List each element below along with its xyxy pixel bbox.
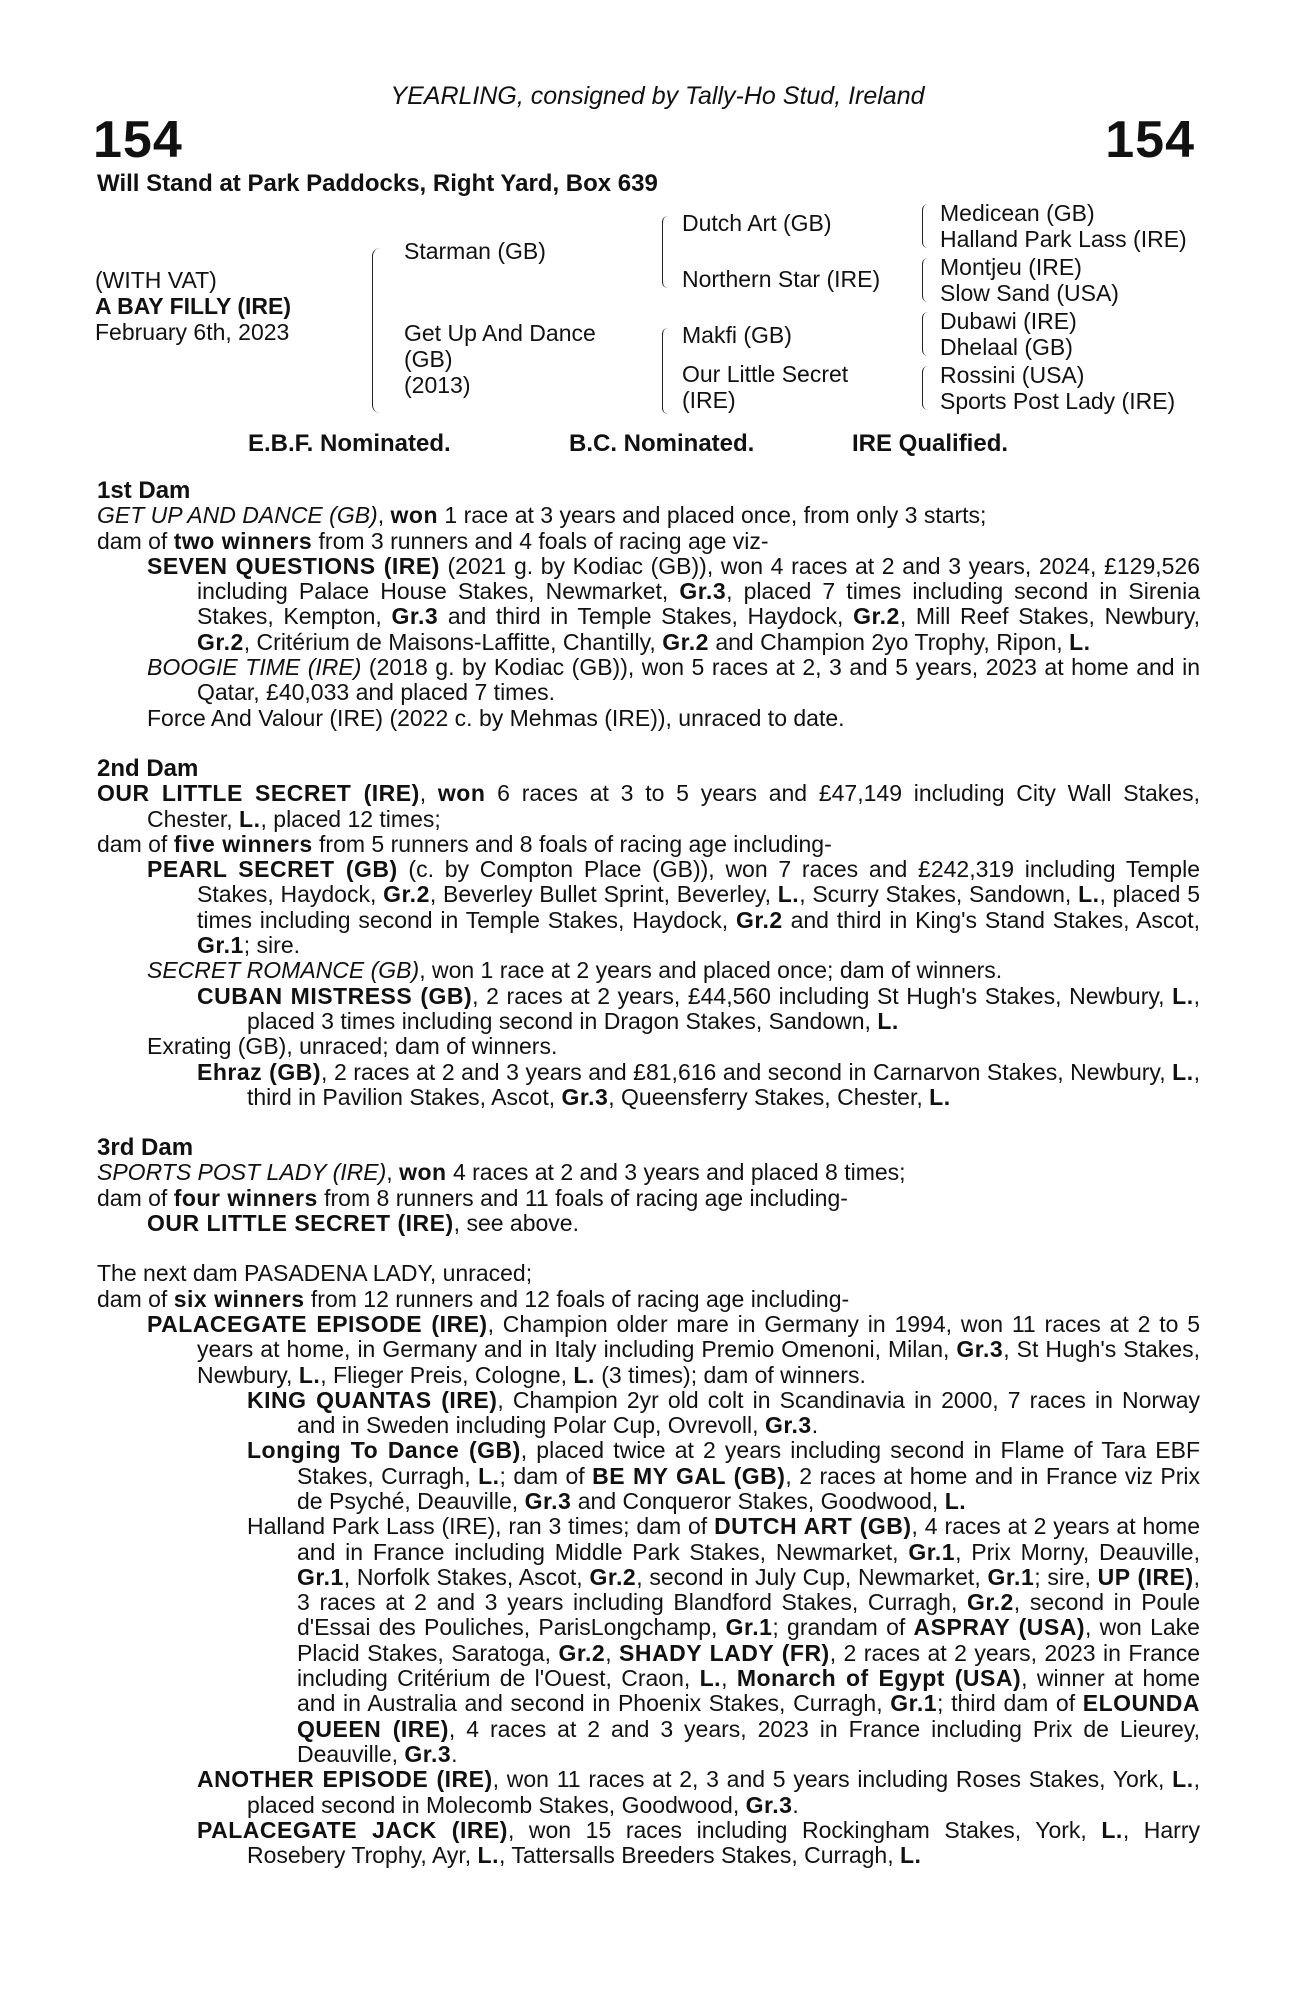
horse-name: PALACEGATE JACK (IRE)	[197, 1816, 508, 1843]
winners-count: two winners	[173, 527, 313, 554]
produce-entry	[97, 1818, 1200, 1869]
ebf-nominated: E.B.F. Nominated.	[248, 430, 451, 457]
text: , 4 races at 2 and 3 years, 2023 in France including Prix de Lieurey, Deauville,	[297, 1715, 1201, 1767]
text: dam of	[97, 527, 174, 554]
grade: Gr.2	[967, 1589, 1014, 1616]
text: , second in July Cup, Newmarket,	[636, 1563, 988, 1590]
horse-name: A BAY FILLY (IRE)	[95, 293, 291, 319]
text: dam of	[97, 1184, 174, 1211]
winners-count: four winners	[173, 1184, 318, 1211]
grade: Gr.2	[735, 906, 783, 933]
great-grandparent-8: Sports Post Lady (IRE)	[940, 388, 1176, 414]
great-grandparent-7: Rossini (USA)	[940, 362, 1085, 388]
text: , 2 races at 2 and 3 years and £81,616 and second in Carnarvon Stakes, Newbury,	[321, 1058, 1173, 1085]
text: 1 race at 3 years and placed once, from only 3 starts;	[438, 502, 987, 529]
first-dam-heading: 1st Dam	[97, 477, 191, 504]
sale-line: YEARLING, consigned by Tally-Ho Stud, Ireland	[390, 82, 925, 110]
text: , Tattersalls Breeders Stakes, Curragh,	[499, 1842, 900, 1869]
listed: L.	[1172, 1766, 1194, 1793]
grade: Gr.2	[383, 881, 430, 908]
listed: L.	[1101, 1816, 1123, 1843]
third-dam-line: SPORTS POST LADY (IRE), won 4 races at 2 and 3 years and placed 8 times;	[97, 1159, 906, 1186]
text: , 3 races at 2 and 3 years including Blandford Stakes, Curragh,	[297, 1563, 1200, 1616]
text: , placed second in Molecomb Stakes, Goodwood,	[247, 1766, 1200, 1818]
text: , Mill Reef Stakes, Newbury,	[899, 603, 1201, 630]
grade: Gr.2	[662, 628, 709, 655]
produce-entry	[97, 1388, 1200, 1439]
sire: Starman (GB)	[404, 238, 546, 264]
horse-name: UP (IRE)	[1097, 1563, 1194, 1590]
pedigree-table	[0, 200, 1315, 430]
text: dam of	[97, 830, 174, 857]
text: ; dam of	[499, 1462, 593, 1489]
text: , Norfolk Stakes, Ascot,	[343, 1563, 590, 1590]
listed: L.	[1078, 881, 1100, 908]
dam	[404, 320, 634, 398]
text: .	[811, 1412, 819, 1439]
listed: L.	[478, 1462, 500, 1489]
horse-name: SEVEN QUESTIONS (IRE)	[147, 552, 440, 579]
produce-entry	[97, 706, 1200, 731]
dam-name: OUR LITTLE SECRET (IRE)	[97, 780, 420, 807]
horse-name: PALACEGATE EPISODE (IRE)	[147, 1310, 488, 1337]
text: (c. by Compton Place (GB)), won 7 races and £242,319 including Temple Stakes, Haydock,	[197, 856, 1200, 908]
listed: L.	[477, 1842, 499, 1869]
text: .	[792, 1791, 799, 1818]
text: ; third dam of	[937, 1690, 1083, 1717]
winners-count: five winners	[173, 830, 313, 857]
listed: L.	[1069, 628, 1091, 655]
brace-ggs-3	[922, 312, 931, 356]
grade: Gr.2	[853, 603, 900, 630]
text: dam of	[97, 1285, 174, 1312]
text: , won 11 races at 2, 3 and 5 years including Roses Stakes, York,	[492, 1766, 1173, 1793]
grade: Gr.2	[558, 1639, 606, 1666]
great-grandparent-5: Dubawi (IRE)	[940, 308, 1077, 334]
text: , Champion 2yr old colt in Scandinavia in 2000, 7 races in Norway and in Sweden including Polar Cup, Ovrevoll,	[297, 1386, 1200, 1439]
brace-ggs-2	[922, 258, 931, 302]
text: from 3 runners and 4 foals of racing age viz-	[312, 527, 769, 554]
text: , 2 races at home and in France viz Prix de Psyché, Deauville,	[297, 1462, 1200, 1514]
text: (2021 g. by Kodiac (GB)), won 4 races at 2 and 3 years, 2024, £129,526 including Palace House Stakes, Newmarket,	[197, 552, 1201, 605]
listed: L.	[239, 805, 261, 832]
horse-name: ELOUNDA QUEEN (IRE)	[297, 1690, 1200, 1742]
catalogue-text	[97, 478, 1200, 1868]
text: , Champion older mare in Germany in 1994, won 11 races at 2 to 5 years at home, in Germany and in Italy including Premio Omenoni, Milan,	[197, 1310, 1201, 1363]
grade: Gr.3	[679, 578, 727, 605]
text: ; sire.	[243, 932, 300, 959]
second-dam-line: OUR LITTLE SECRET (IRE), won 6 races at 3 to 5 years and £47,149 including City Wall Stakes, Chester, L., placed 12 times;	[97, 780, 1200, 832]
lot-number-left: 154	[93, 111, 183, 169]
produce-entry	[97, 1514, 1200, 1767]
horse-name: DUTCH ART (GB)	[714, 1513, 912, 1540]
grade: Gr.1	[987, 1563, 1035, 1590]
listed: L.	[1172, 982, 1194, 1009]
grade: Gr.1	[197, 932, 244, 959]
grade: Gr.2	[589, 1563, 637, 1590]
grandsire-4	[682, 361, 902, 413]
grade: Gr.2	[197, 628, 244, 655]
text: , won 1 race at 2 years and placed once; dam of winners.	[419, 957, 1003, 984]
listed: L.	[929, 1083, 951, 1110]
grade: Gr.1	[908, 1538, 956, 1565]
text: , see above.	[453, 1210, 579, 1237]
winners-count: six winners	[173, 1285, 305, 1312]
horse-name: PEARL SECRET (GB)	[147, 856, 398, 883]
listed: L.	[777, 881, 800, 908]
text: , 4 races at 2 years at home and in France including Middle Park Stakes, Newmarket,	[297, 1513, 1200, 1565]
brace-ggs-1	[922, 204, 931, 248]
vat-label: (WITH VAT)	[95, 267, 217, 293]
text: 6 races at 3 to 5 years and £47,149 including City Wall Stakes, Chester,	[147, 780, 1200, 832]
brace-sire	[662, 216, 671, 288]
text: , Critérium de Maisons-Laffitte, Chantilly,	[243, 628, 663, 655]
dam-name: SPORTS POST LADY (IRE)	[97, 1159, 387, 1186]
text: , placed twice at 2 years including second in Flame of Tara EBF Stakes, Curragh,	[297, 1437, 1200, 1489]
text: , second in Poule d'Essai des Pouliches, ParisLongchamp,	[297, 1589, 1201, 1641]
text: , placed 12 times;	[260, 805, 441, 832]
grade: Gr.3	[391, 603, 439, 630]
text: and third in King's Stand Stakes, Ascot,	[782, 906, 1200, 933]
date-of-birth: February 6th, 2023	[95, 319, 290, 345]
text: ; grandam of	[772, 1614, 914, 1641]
horse-name: KING QUANTAS (IRE)	[247, 1386, 498, 1413]
dam-line-2: (GB)	[404, 346, 453, 372]
produce-entry	[97, 1767, 1200, 1818]
text: and third in Temple Stakes, Haydock,	[438, 603, 854, 630]
text: Exrating (GB), unraced; dam of winners.	[147, 1033, 558, 1060]
text: (3 times); dam of winners.	[594, 1361, 866, 1388]
brace-dam	[662, 328, 671, 414]
first-dam-produce-line	[97, 529, 1200, 554]
next-dam-produce-line	[97, 1287, 1200, 1312]
won-label: won	[399, 1159, 447, 1186]
produce-entry	[97, 1034, 1200, 1059]
great-grandparent-4: Slow Sand (USA)	[940, 280, 1119, 306]
grandsire-3: Makfi (GB)	[682, 322, 792, 348]
dam-name: GET UP AND DANCE (GB)	[97, 502, 378, 529]
won-label: won	[437, 780, 486, 807]
text: ,	[605, 1639, 620, 1666]
ire-qualified: IRE Qualified.	[852, 430, 1009, 457]
text: and Champion 2yo Trophy, Ripon,	[708, 628, 1070, 655]
grade: Gr.3	[764, 1412, 812, 1439]
horse-name: Longing To Dance (GB)	[247, 1437, 521, 1464]
listed: L.	[1172, 1058, 1194, 1085]
grandsire-4-line-1: Our Little Secret	[682, 361, 849, 387]
produce-entry	[97, 958, 1200, 983]
produce-entry	[97, 857, 1200, 958]
grandsire-2: Northern Star (IRE)	[682, 266, 881, 292]
produce-entry	[97, 1211, 1200, 1236]
grade: Gr.3	[561, 1083, 609, 1110]
great-grandparent-3: Montjeu (IRE)	[940, 254, 1082, 280]
produce-entry	[97, 554, 1200, 655]
grade: Gr.3	[404, 1740, 452, 1767]
text: , third in Pavilion Stakes, Ascot,	[247, 1058, 1201, 1110]
produce-entry	[97, 655, 1200, 706]
brace-main	[372, 248, 383, 413]
second-dam-heading: 2nd Dam	[97, 754, 199, 782]
third-dam-produce-line	[97, 1186, 1200, 1211]
text: , placed 3 times including second in Dragon Stakes, Sandown,	[247, 982, 1200, 1034]
text: , placed 5 times including second in Temple Stakes, Haydock,	[197, 881, 1201, 933]
horse-name: BOOGIE TIME (IRE)	[147, 654, 362, 681]
next-dam-line: The next dam PASADENA LADY, unraced;	[97, 1260, 533, 1287]
text: Halland Park Lass (IRE), ran 3 times; dam of	[247, 1513, 715, 1540]
text: , St Hugh's Stakes, Newbury,	[197, 1336, 1200, 1388]
third-dam-heading: 3rd Dam	[97, 1134, 194, 1162]
text: , Flieger Preis, Cologne,	[320, 1361, 574, 1388]
text: ; sire,	[1034, 1563, 1098, 1590]
horse-name: ANOTHER EPISODE (IRE)	[197, 1766, 493, 1793]
text: , Beverley Bullet Sprint, Beverley,	[429, 881, 778, 908]
horse-name: BE MY GAL (GB)	[592, 1462, 786, 1489]
text: , winner at home and in Australia and second in Phoenix Stakes, Curragh,	[297, 1665, 1201, 1717]
text: , Harry Rosebery Trophy, Ayr,	[247, 1816, 1201, 1869]
text: from 5 runners and 8 foals of racing age including-	[312, 830, 832, 857]
text: , placed 7 times including second in Sirenia Stakes, Kempton,	[197, 578, 1200, 630]
listed: L.	[944, 1487, 967, 1514]
great-grandparent-2: Halland Park Lass (IRE)	[940, 226, 1187, 252]
text: , won Lake Placid Stakes, Saratoga,	[297, 1614, 1200, 1666]
horse-name: SECRET ROMANCE (GB)	[147, 957, 420, 984]
listed: L.	[899, 1842, 922, 1869]
listed: L.	[573, 1361, 595, 1388]
lot-number-right: 154	[1105, 111, 1195, 169]
listed: L.	[877, 1007, 899, 1034]
first-dam-line: GET UP AND DANCE (GB), won 1 race at 3 years and placed once, from only 3 starts;	[97, 502, 987, 529]
listed: L.	[699, 1665, 722, 1692]
text: Force And Valour (IRE) (2022 c. by Mehmas (IRE)), unraced to date.	[147, 704, 845, 731]
produce-entry	[97, 1312, 1200, 1388]
text: (2018 g. by Kodiac (GB)), won 5 races at 2, 3 and 5 years, 2023 at home and in Qatar, £40,033 and placed 7 times.	[197, 654, 1200, 706]
grandsire-4-line-2: (IRE)	[682, 387, 736, 413]
dam-line-3: (2013)	[404, 372, 471, 398]
great-grandparent-6: Dhelaal (GB)	[940, 334, 1073, 360]
grade: Gr.1	[890, 1690, 938, 1717]
text: .	[451, 1740, 458, 1767]
listed: L.	[298, 1361, 321, 1388]
second-dam-produce-line	[97, 832, 1200, 857]
text: ,	[721, 1665, 737, 1692]
text: , Queensferry Stakes, Chester,	[608, 1083, 930, 1110]
horse-name: CUBAN MISTRESS (GB)	[197, 982, 473, 1009]
text: , 2 races at 2 years, £44,560 including St Hugh's Stakes, Newbury,	[472, 982, 1173, 1009]
grade: Gr.3	[745, 1791, 793, 1818]
horse-name: Ehraz (GB)	[197, 1058, 322, 1085]
text: from 12 runners and 12 foals of racing age including-	[304, 1285, 850, 1312]
won-label: won	[390, 502, 438, 529]
text: , won 15 races including Rockingham Stakes, York,	[507, 1816, 1102, 1843]
grade: Gr.1	[297, 1563, 344, 1590]
brace-ggs-4	[922, 366, 931, 410]
text: , 2 races at 2 years, 2023 in France including Critérium de l'Ouest, Craon,	[297, 1639, 1200, 1692]
text: and Conqueror Stakes, Goodwood,	[571, 1487, 945, 1514]
stand-location: Will Stand at Park Paddocks, Right Yard, Box 639	[97, 170, 658, 197]
text: 4 races at 2 and 3 years and placed 8 times;	[446, 1159, 906, 1186]
dam-line-1: Get Up And Dance	[404, 320, 596, 346]
produce-entry	[97, 1438, 1200, 1514]
horse-name: SHADY LADY (FR)	[619, 1639, 830, 1666]
grade: Gr.3	[524, 1487, 572, 1514]
grade: Gr.1	[725, 1614, 773, 1641]
produce-entry	[97, 984, 1200, 1035]
text: from 8 runners and 11 foals of racing age including-	[317, 1184, 848, 1211]
horse-name: OUR LITTLE SECRET (IRE)	[147, 1210, 454, 1237]
produce-entry	[97, 1060, 1200, 1111]
grandsire-1: Dutch Art (GB)	[682, 210, 832, 236]
horse-name: ASPRAY (USA)	[913, 1614, 1085, 1641]
text: , Scurry Stakes, Sandown,	[799, 881, 1079, 908]
text: , Prix Morny, Deauville,	[955, 1538, 1200, 1565]
horse-name: Monarch of Egypt (USA)	[736, 1665, 1022, 1692]
great-grandparent-1: Medicean (GB)	[940, 200, 1095, 226]
grade: Gr.3	[956, 1336, 1004, 1363]
bc-nominated: B.C. Nominated.	[569, 430, 755, 457]
